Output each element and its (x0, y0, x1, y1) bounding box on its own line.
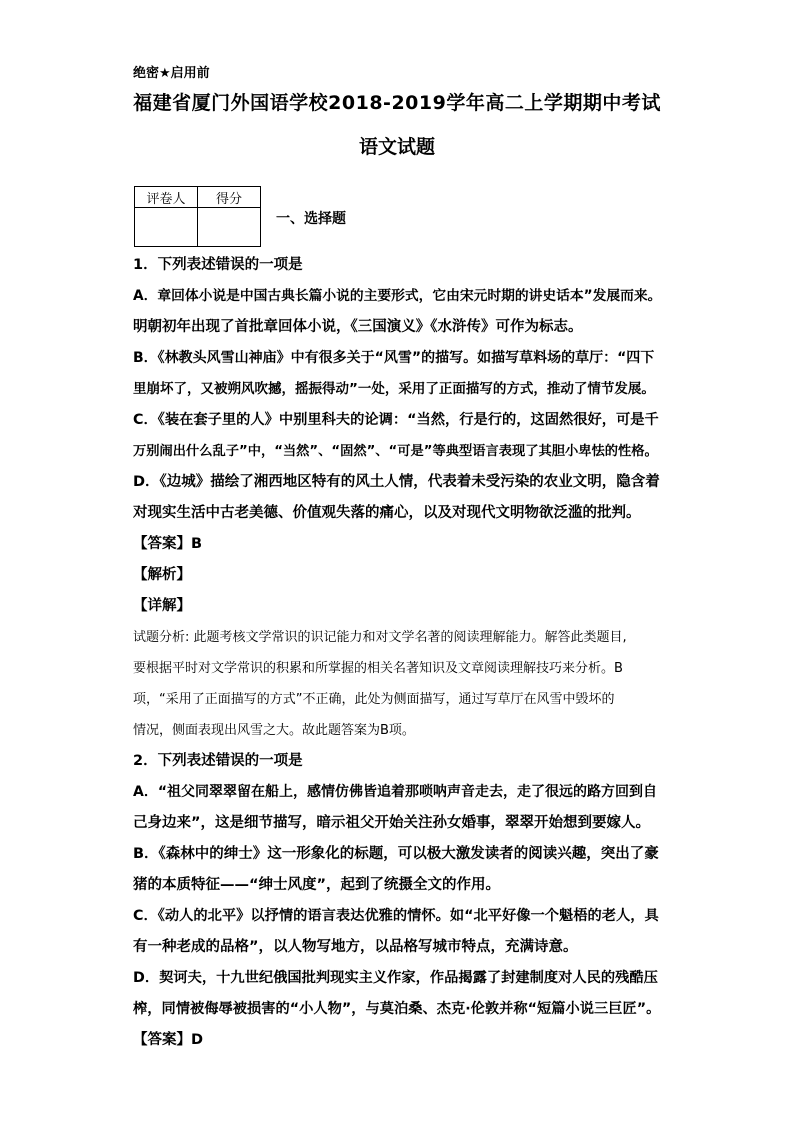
score-table (134, 186, 261, 247)
question-line: 明朝初年出现了首批章回体小说，《三国演义》《水浒传》可作为标志。 (133, 319, 583, 335)
question-line: 有一种老成的品格”，以人物写地方，以品格写城市特点，充满诗意。 (133, 939, 578, 955)
analysis-line: 试题分析: 此题考核文学常识的识记能力和对文学名著的阅读理解能力。解答此类题目, (133, 630, 627, 645)
question-line: 2．下列表述错误的一项是 (133, 753, 303, 769)
question-line: A．“祖父同翠翠留在船上，感情仿佛皆追着那唢呐声音走去，走了很远的路方回到自 (133, 784, 658, 800)
answer-tag-line: 【详解】 (133, 598, 191, 614)
score-cell (198, 208, 261, 247)
question-line: B．《林教头风雪山神庙》中有很多关于“风雪”的描写。如描写草料场的草厅：“四下 (133, 350, 655, 366)
question-line: C．《动人的北平》以抒情的语言表达优雅的情怀。如“北平好像一个魁梧的老人，具 (133, 908, 659, 924)
analysis-line: 项，“采用了正面描写的方式”不正确，此处为侧面描写，通过写草厅在风雪中毁坏的 (133, 692, 615, 707)
question-content (133, 250, 661, 1056)
analysis-line: 要根据平时对文学常识的积累和所掌握的相关名著知识及文章阅读理解技巧来分析。B (133, 661, 623, 676)
score-header: 得分 (198, 187, 261, 208)
question-line: D．《边城》描绘了湘西地区特有的风土人情，代表着未受污染的农业文明，隐含着 (133, 474, 660, 490)
question-line: 1．下列表述错误的一项是 (133, 257, 303, 273)
section-title: 一、选择题 (276, 211, 346, 227)
question-line: 猪的本质特征——“绅士风度”，起到了统摄全文的作用。 (133, 877, 501, 893)
question-line: D．契诃夫，十九世纪俄国批判现实主义作家，作品揭露了封建制度对人民的残酷压 (133, 970, 658, 986)
question-line: 里崩坏了，又被朔风吹撼，摇振得动”一处，采用了正面描写的方式，推动了情节发展。 (133, 381, 655, 397)
question-line: 万别闹出什么乱子”中，“当然”、“固然”、“可是”等典型语言表现了其胆小卑怯的性格。 (133, 444, 658, 459)
exam-title: 福建省厦门外国语学校2018-2019学年高二上学期期中考试 (133, 92, 661, 114)
exam-subtitle: 语文试题 (358, 136, 435, 158)
answer-tag-line: 【答案】B (133, 536, 203, 552)
analysis-line: 情况，侧面表现出风雪之大。故此题答案为B项。 (133, 723, 415, 738)
question-line: A．章回体小说是中国古典长篇小说的主要形式，它由宋元时期的讲史话本”发展而来。 (133, 288, 662, 304)
answer-tag-line: 【解析】 (133, 567, 191, 583)
question-line: 对现实生活中古老美德、价值观失落的痛心，以及对现代文明物欲泛滥的批判。 (133, 505, 641, 521)
answer-tag-line: 【答案】D (133, 1032, 204, 1048)
grader-cell (135, 208, 198, 247)
grader-header: 评卷人 (135, 187, 198, 208)
confidential-label: 绝密★启用前 (133, 66, 210, 81)
question-line: B．《森林中的绅士》这一形象化的标题，可以极大激发读者的阅读兴趣，突出了豪 (133, 846, 659, 862)
question-line: 己身边来”，这是细节描写，暗示祖父开始关注孙女婚事，翠翠开始想到要嫁人。 (133, 815, 651, 831)
question-line: C．《装在套子里的人》中别里科夫的论调：“当然，行是行的，这固然很好，可是千 (133, 412, 659, 428)
question-line: 榨，同情被侮辱被损害的“小人物”，与莫泊桑、杰克·伦敦并称“短篇小说三巨匠”。 (133, 1001, 661, 1017)
